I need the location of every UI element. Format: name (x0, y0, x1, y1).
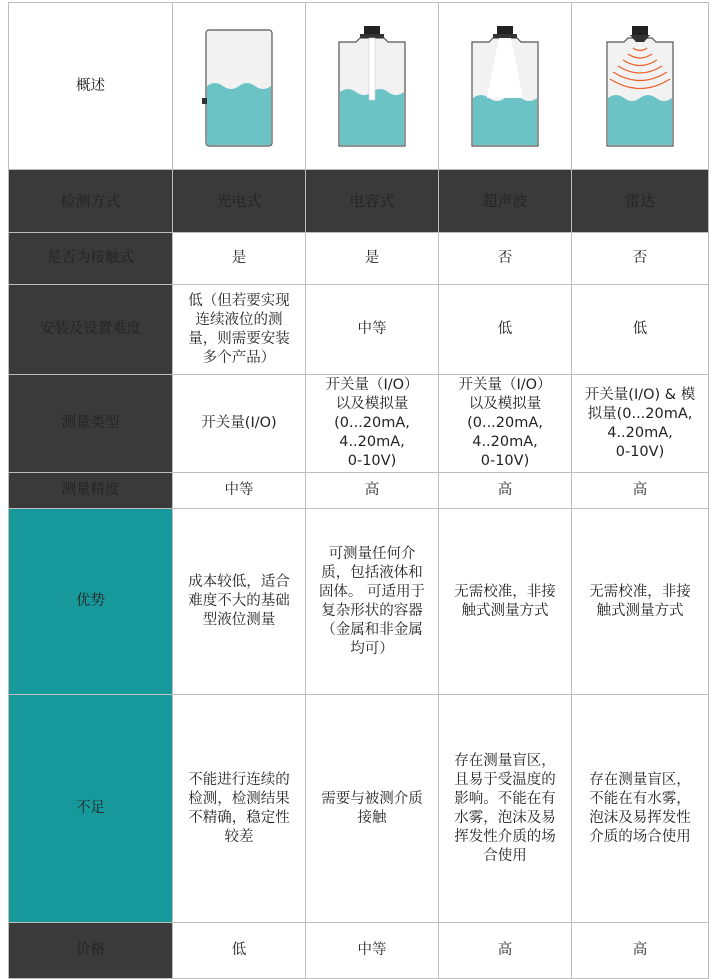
table-cell: 高 (572, 473, 709, 509)
table-cell: 是 (306, 233, 439, 285)
table-cell: 无需校准，非接 触式测量方式 (439, 509, 572, 695)
table-row (9, 233, 709, 285)
table-row (9, 473, 709, 509)
table-cell: 不能进行连续的 检测，检测结果 不精确，稳定性 较差 (173, 695, 306, 923)
table-cell: 可测量任何介 质，包括液体和 固体。 可适用于 复杂形状的容器 （金属和非金属 均可） (306, 509, 439, 695)
table-cell: 否 (439, 233, 572, 285)
comparison-table (8, 2, 709, 979)
method-row (9, 170, 709, 233)
table-cell: 开关量（I/O） 以及模拟量 (0...20mA, 4..20mA, 0-10V) (439, 375, 572, 473)
table-cell: 开关量(I/O) & 模 拟量(0...20mA, 4..20mA, 0-10V) (572, 375, 709, 473)
table-cell: 低（但若要实现 连续液位的测 量，则需要安装 多个产品） (173, 285, 306, 375)
row-label: 测量类型 (9, 375, 173, 473)
method-label: 检测方式 (9, 170, 173, 233)
table-cell: 中等 (173, 473, 306, 509)
row-label: 是否为接触式 (9, 233, 173, 285)
table-cell: 高 (439, 473, 572, 509)
row-label: 价格 (9, 923, 173, 979)
overview-label: 概述 (9, 3, 173, 170)
table-row (9, 923, 709, 979)
method-ultrasonic: 超声波 (439, 170, 572, 233)
method-photoelectric: 光电式 (173, 170, 306, 233)
capacitive-tank-icon (306, 3, 439, 170)
table-cell: 低 (173, 923, 306, 979)
table-cell: 高 (572, 923, 709, 979)
photoelectric-tank-icon (173, 3, 306, 170)
table-cell: 成本较低，适合 难度不大的基础 型液位测量 (173, 509, 306, 695)
row-label: 测量精度 (9, 473, 173, 509)
table-cell: 无需校准，非接 触式测量方式 (572, 509, 709, 695)
row-label: 安装及设置难度 (9, 285, 173, 375)
table-cell: 开关量（I/O） 以及模拟量 (0...20mA, 4..20mA, 0-10V) (306, 375, 439, 473)
method-radar: 雷达 (572, 170, 709, 233)
table-row (9, 509, 709, 695)
table-cell: 高 (306, 473, 439, 509)
table-cell: 开关量(I/O) (173, 375, 306, 473)
table-cell: 否 (572, 233, 709, 285)
overview-row (9, 3, 709, 170)
radar-tank-icon (572, 3, 709, 170)
table-row (9, 285, 709, 375)
row-label: 优势 (9, 509, 173, 695)
table-cell: 是 (173, 233, 306, 285)
table-cell: 存在测量盲区， 不能在有水雾， 泡沫及易挥发性 介质的场合使用 (572, 695, 709, 923)
ultrasonic-tank-icon (439, 3, 572, 170)
table-row (9, 695, 709, 923)
method-capacitive: 电容式 (306, 170, 439, 233)
table-row (9, 375, 709, 473)
table-cell: 中等 (306, 923, 439, 979)
table-cell: 高 (439, 923, 572, 979)
table-cell: 低 (439, 285, 572, 375)
table-cell: 需要与被测介质 接触 (306, 695, 439, 923)
table-cell: 低 (572, 285, 709, 375)
table-cell: 存在测量盲区， 且易于受温度的 影响。不能在有 水雾，泡沫及易 挥发性介质的场 合使用 (439, 695, 572, 923)
row-label: 不足 (9, 695, 173, 923)
table-cell: 中等 (306, 285, 439, 375)
